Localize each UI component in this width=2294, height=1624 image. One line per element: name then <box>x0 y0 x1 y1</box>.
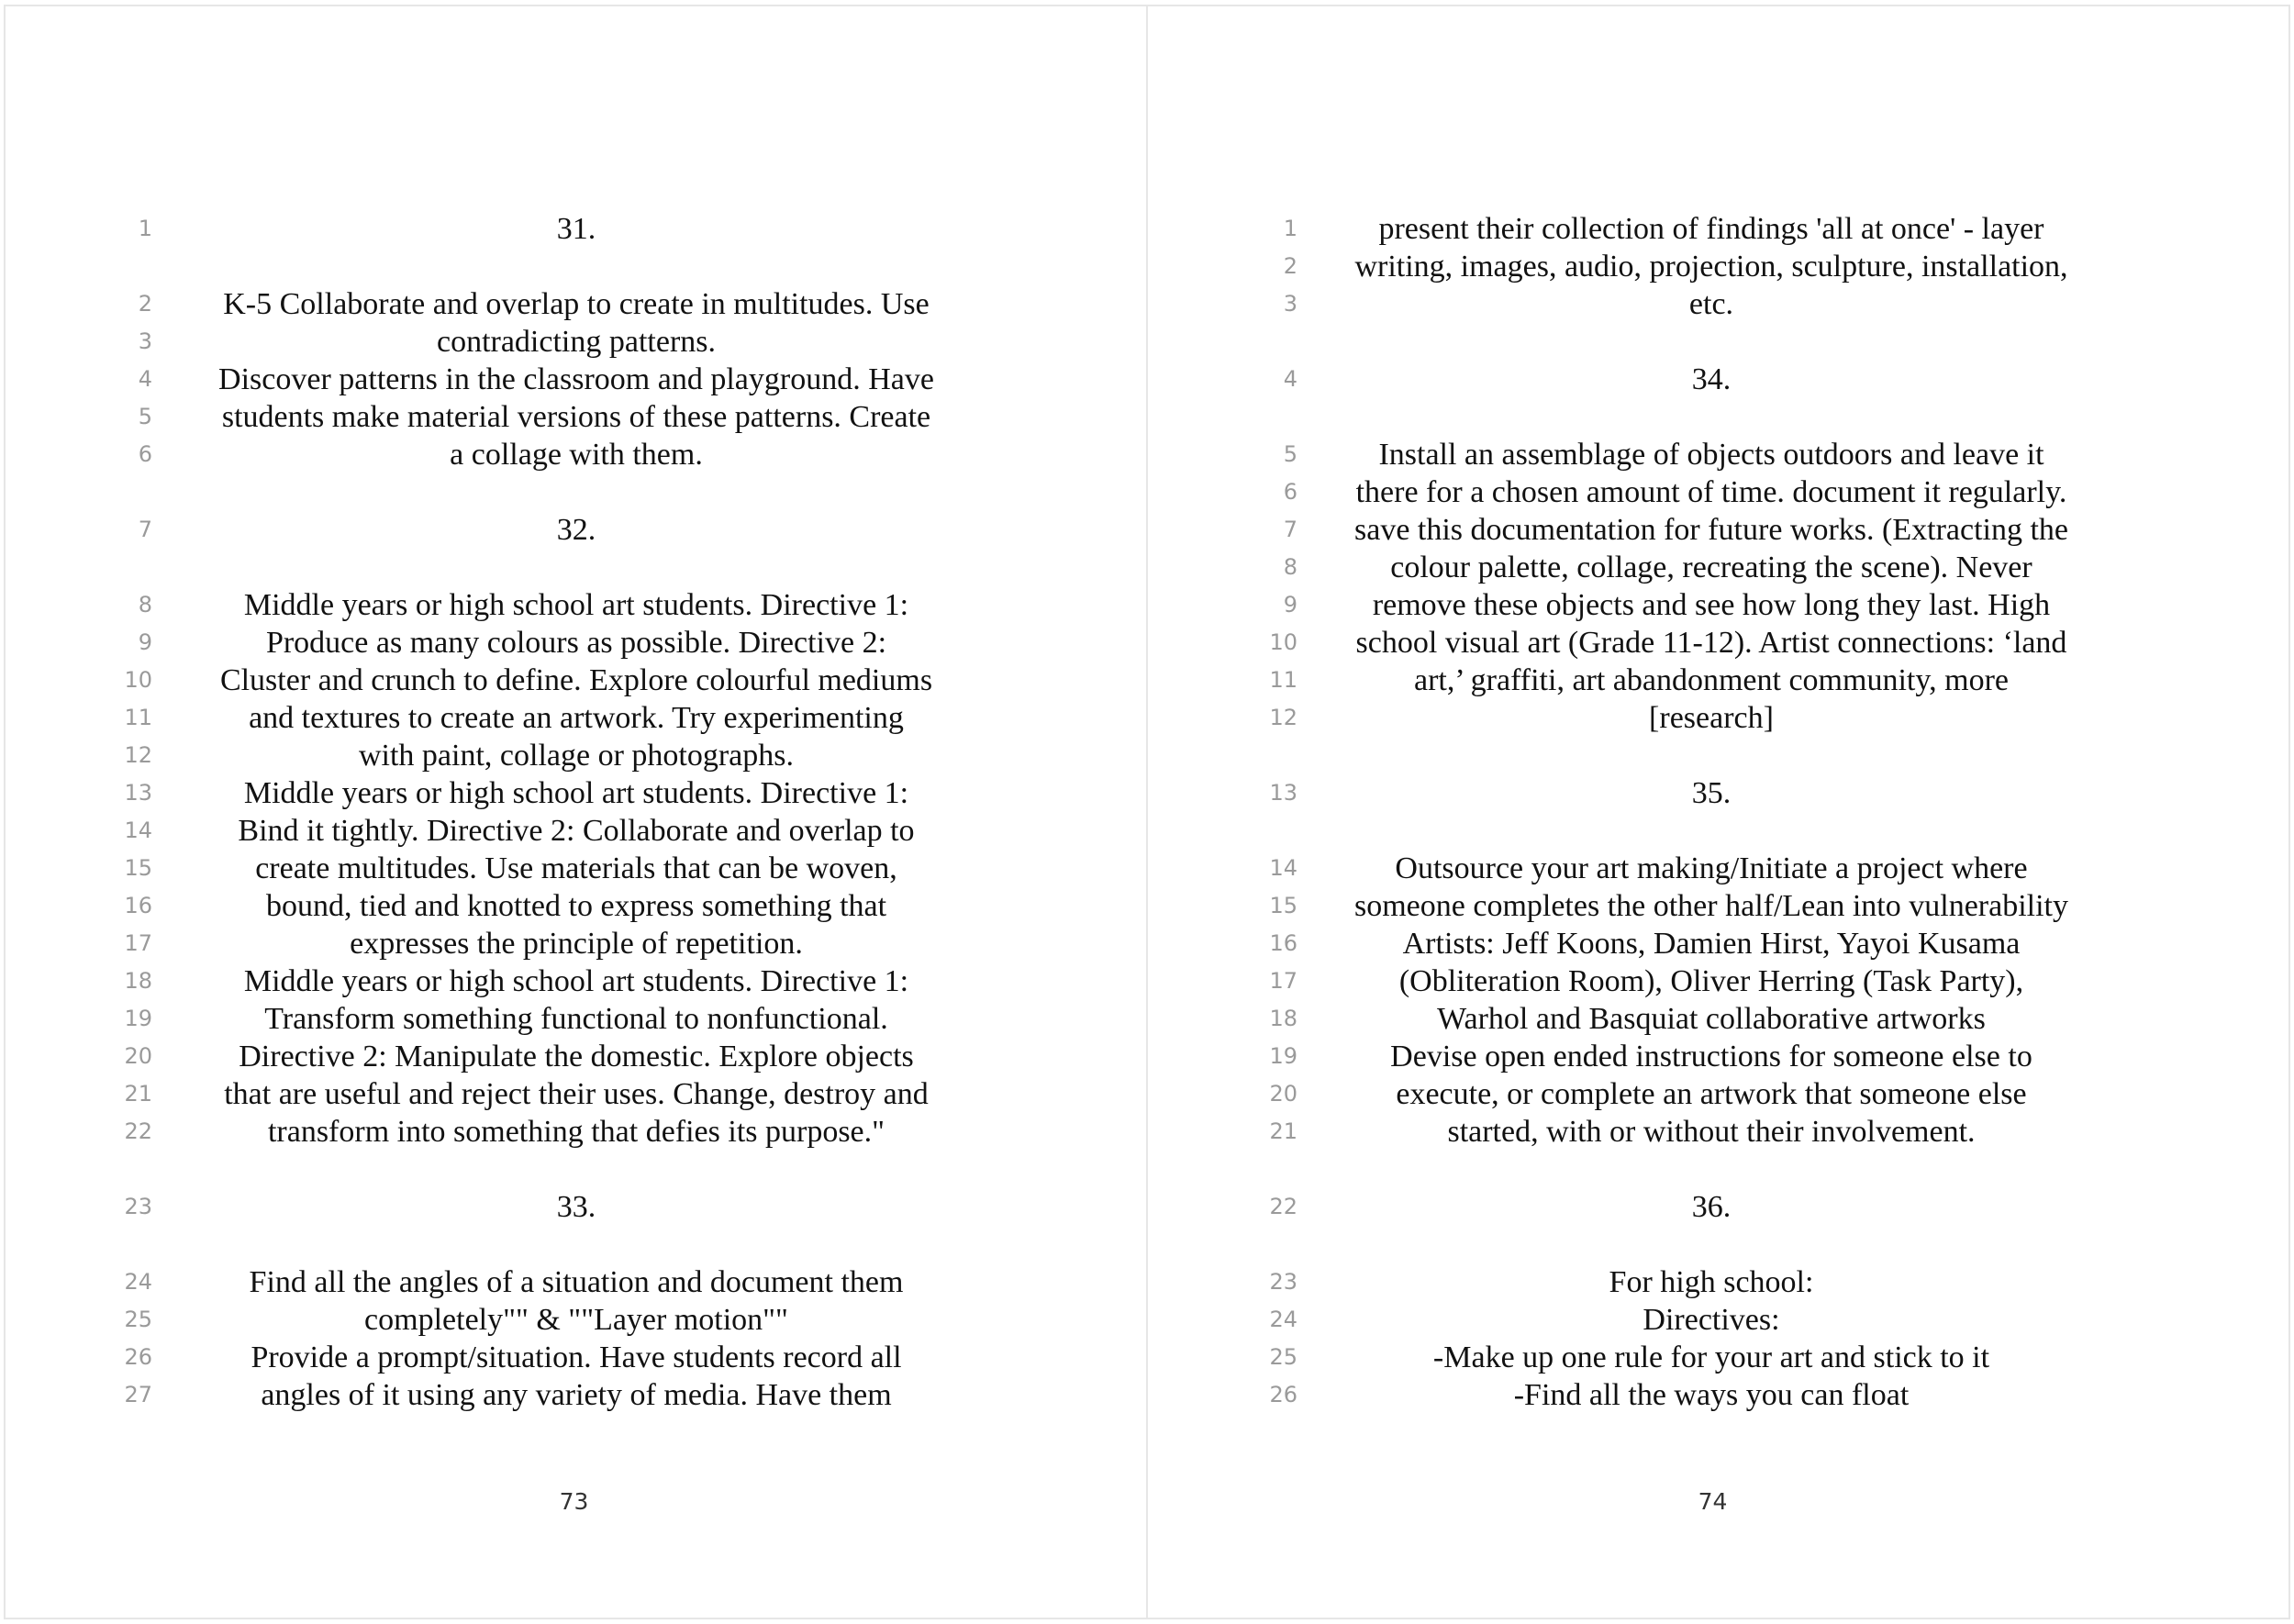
text-line <box>1148 248 2288 285</box>
line-number: 26 <box>1269 1382 1297 1407</box>
line-number: 25 <box>124 1307 152 1332</box>
line-number: 5 <box>138 404 152 429</box>
line-number: 15 <box>124 855 152 881</box>
text-line <box>1148 511 2288 549</box>
line-text: Middle years or high school art students. Directive 1: <box>243 588 909 622</box>
line-text: there for a chosen amount of time. document it regularly. <box>1355 475 2067 509</box>
line-text: [research] <box>1649 701 1774 735</box>
line-number: 19 <box>1269 1043 1297 1069</box>
line-text: (Obliteration Room), Oliver Herring (Task Party), <box>1398 964 2024 998</box>
line-text: Devise open ended instructions for someone else to <box>1390 1040 2032 1073</box>
line-text: completely"" & ""Layer motion"" <box>364 1303 788 1337</box>
line-text: and textures to create an artwork. Try experimenting <box>249 701 904 735</box>
line-number: 24 <box>124 1269 152 1295</box>
text-line <box>1148 1113 2288 1151</box>
line-text: create multitudes. Use materials that can be woven, <box>255 851 897 885</box>
line-number: 21 <box>124 1081 152 1107</box>
page-right <box>1146 5 2290 1619</box>
text-line <box>6 1038 1146 1075</box>
line-text: angles of it using any variety of media. Have them <box>261 1378 892 1412</box>
text-line <box>6 699 1146 737</box>
text-line <box>1148 586 2288 624</box>
text-line <box>6 887 1146 925</box>
line-text: Artists: Jeff Koons, Damien Hirst, Yayoi Kusama <box>1402 927 2021 961</box>
line-number: 22 <box>124 1118 152 1144</box>
text-line <box>1148 962 2288 1000</box>
line-text: expresses the principle of repetition. <box>350 927 803 961</box>
line-number: 16 <box>1269 930 1297 956</box>
text-line <box>6 925 1146 962</box>
line-text: Bind it tightly. Directive 2: Collaborate and overlap to <box>238 814 915 848</box>
line-text: 36. <box>1691 1190 1732 1224</box>
line-text: Warhol and Basquiat collaborative artworks <box>1437 1002 1986 1036</box>
line-text: 32. <box>556 513 596 547</box>
text-line <box>6 1339 1146 1376</box>
line-text: school visual art (Grade 11-12). Artist connections: ‘land <box>1355 626 2067 660</box>
line-number: 26 <box>124 1344 152 1370</box>
text-line <box>1148 473 2288 511</box>
text-line <box>1148 210 2288 248</box>
text-line <box>6 323 1146 361</box>
line-text: execute, or complete an artwork that someone else <box>1396 1077 2027 1111</box>
text-line <box>1148 1376 2288 1414</box>
text-line <box>6 1075 1146 1113</box>
line-text: 34. <box>1691 362 1732 396</box>
line-number: 1 <box>1283 216 1297 241</box>
text-line <box>1148 361 2288 398</box>
text-line <box>1148 887 2288 925</box>
line-text: writing, images, audio, projection, sculpture, installation, <box>1354 250 2068 284</box>
line-text: -Make up one rule for your art and stick to it <box>1432 1340 1990 1374</box>
line-text: students make material versions of these patterns. Create <box>221 400 931 434</box>
line-text: Cluster and crunch to define. Explore colourful mediums <box>219 663 933 697</box>
line-number: 17 <box>124 930 152 956</box>
line-text: Discover patterns in the classroom and playground. Have <box>218 362 934 396</box>
line-text: contradicting patterns. <box>436 325 716 359</box>
text-line <box>6 210 1146 248</box>
line-number: 1 <box>138 216 152 241</box>
line-text: with paint, collage or photographs. <box>358 739 794 773</box>
text-line <box>6 1263 1146 1301</box>
text-line <box>1148 699 2288 737</box>
text-line <box>6 511 1146 549</box>
line-number: 6 <box>1283 479 1297 505</box>
text-line <box>6 1113 1146 1151</box>
line-text: Middle years or high school art students. Directive 1: <box>243 776 909 810</box>
line-text: Install an assemblage of objects outdoors and leave it <box>1378 438 2044 472</box>
line-text: 35. <box>1691 776 1732 810</box>
text-line <box>1148 1301 2288 1339</box>
line-number: 12 <box>1269 705 1297 730</box>
line-number: 2 <box>1283 253 1297 279</box>
line-text: that are useful and reject their uses. Change, destroy and <box>224 1077 929 1111</box>
line-text: Provide a prompt/situation. Have students record all <box>251 1340 902 1374</box>
text-line <box>6 1000 1146 1038</box>
line-text: transform into something that defies its purpose." <box>267 1115 885 1149</box>
text-line <box>6 812 1146 850</box>
line-number: 25 <box>1269 1344 1297 1370</box>
text-line <box>1148 774 2288 812</box>
text-line <box>1148 1075 2288 1113</box>
line-text: 33. <box>556 1190 596 1224</box>
text-line <box>6 285 1146 323</box>
line-number: 13 <box>124 780 152 806</box>
line-number: 19 <box>124 1006 152 1031</box>
text-line <box>1148 850 2288 887</box>
line-number: 14 <box>1269 855 1297 881</box>
line-text: For high school: <box>1609 1265 1814 1299</box>
text-line <box>1148 1188 2288 1226</box>
text-line <box>1148 662 2288 699</box>
line-number: 23 <box>124 1194 152 1219</box>
line-number: 5 <box>1283 441 1297 467</box>
text-line <box>6 436 1146 473</box>
text-line <box>1148 1263 2288 1301</box>
text-line <box>6 850 1146 887</box>
line-number: 16 <box>124 893 152 918</box>
text-line <box>1148 1339 2288 1376</box>
line-number: 11 <box>124 705 152 730</box>
text-line <box>6 737 1146 774</box>
line-number: 21 <box>1269 1118 1297 1144</box>
line-number: 8 <box>138 592 152 617</box>
line-number: 18 <box>124 968 152 994</box>
line-text: someone completes the other half/Lean into vulnerability <box>1354 889 2068 923</box>
line-number: 10 <box>1269 629 1297 655</box>
line-number: 8 <box>1283 554 1297 580</box>
line-text: -Find all the ways you can float <box>1513 1378 1910 1412</box>
text-line <box>1148 549 2288 586</box>
line-number: 13 <box>1269 780 1297 806</box>
line-text: started, with or without their involvement. <box>1447 1115 1976 1149</box>
text-line <box>6 962 1146 1000</box>
line-text: K-5 Collaborate and overlap to create in multitudes. Use <box>223 287 930 321</box>
text-line <box>6 1376 1146 1414</box>
line-number: 15 <box>1269 893 1297 918</box>
line-number: 10 <box>124 667 152 693</box>
text-line <box>1148 436 2288 473</box>
line-number: 2 <box>138 291 152 317</box>
page-left <box>4 5 1148 1619</box>
line-number: 17 <box>1269 968 1297 994</box>
text-line <box>1148 624 2288 662</box>
line-text: Directives: <box>1643 1303 1780 1337</box>
text-line <box>6 361 1146 398</box>
line-number: 3 <box>1283 291 1297 317</box>
line-text: etc. <box>1688 287 1734 321</box>
text-line <box>1148 1000 2288 1038</box>
line-number: 23 <box>1269 1269 1297 1295</box>
line-text: Middle years or high school art students. Directive 1: <box>243 964 909 998</box>
page-number: 73 <box>559 1488 589 1515</box>
line-number: 9 <box>1283 592 1297 617</box>
line-number: 24 <box>1269 1307 1297 1332</box>
text-line <box>1148 285 2288 323</box>
line-text: Find all the angles of a situation and document them <box>249 1265 904 1299</box>
text-line <box>6 774 1146 812</box>
line-text: bound, tied and knotted to express something that <box>265 889 887 923</box>
line-number: 7 <box>1283 517 1297 542</box>
line-number: 9 <box>138 629 152 655</box>
text-line <box>1148 925 2288 962</box>
text-line <box>6 624 1146 662</box>
line-number: 20 <box>124 1043 152 1069</box>
text-line <box>6 1188 1146 1226</box>
line-text: present their collection of findings 'all at once' - layer <box>1378 212 2044 246</box>
line-text: Transform something functional to nonfunctional. <box>264 1002 888 1036</box>
line-number: 22 <box>1269 1194 1297 1219</box>
line-text: remove these objects and see how long they last. High <box>1372 588 2051 622</box>
text-line <box>6 662 1146 699</box>
line-number: 11 <box>1269 667 1297 693</box>
line-text: Directive 2: Manipulate the domestic. Explore objects <box>239 1040 914 1073</box>
line-text: 31. <box>556 212 596 246</box>
line-number: 6 <box>138 441 152 467</box>
text-line <box>6 1301 1146 1339</box>
line-number: 4 <box>1283 366 1297 392</box>
line-number: 12 <box>124 742 152 768</box>
line-text: art,’ graffiti, art abandonment community, more <box>1414 663 2009 697</box>
text-line <box>1148 1038 2288 1075</box>
line-text: Outsource your art making/Initiate a project where <box>1395 851 2028 885</box>
text-line <box>6 586 1146 624</box>
line-number: 3 <box>138 328 152 354</box>
line-text: colour palette, collage, recreating the scene). Never <box>1390 551 2032 584</box>
line-number: 14 <box>124 818 152 843</box>
line-number: 20 <box>1269 1081 1297 1107</box>
line-text: a collage with them. <box>450 438 703 472</box>
text-line <box>6 398 1146 436</box>
page-number: 74 <box>1698 1488 1728 1515</box>
line-number: 7 <box>138 517 152 542</box>
line-number: 4 <box>138 366 152 392</box>
line-number: 18 <box>1269 1006 1297 1031</box>
line-number: 27 <box>124 1382 152 1407</box>
line-text: Produce as many colours as possible. Directive 2: <box>265 626 887 660</box>
line-text: save this documentation for future works. (Extracting the <box>1354 513 2068 547</box>
